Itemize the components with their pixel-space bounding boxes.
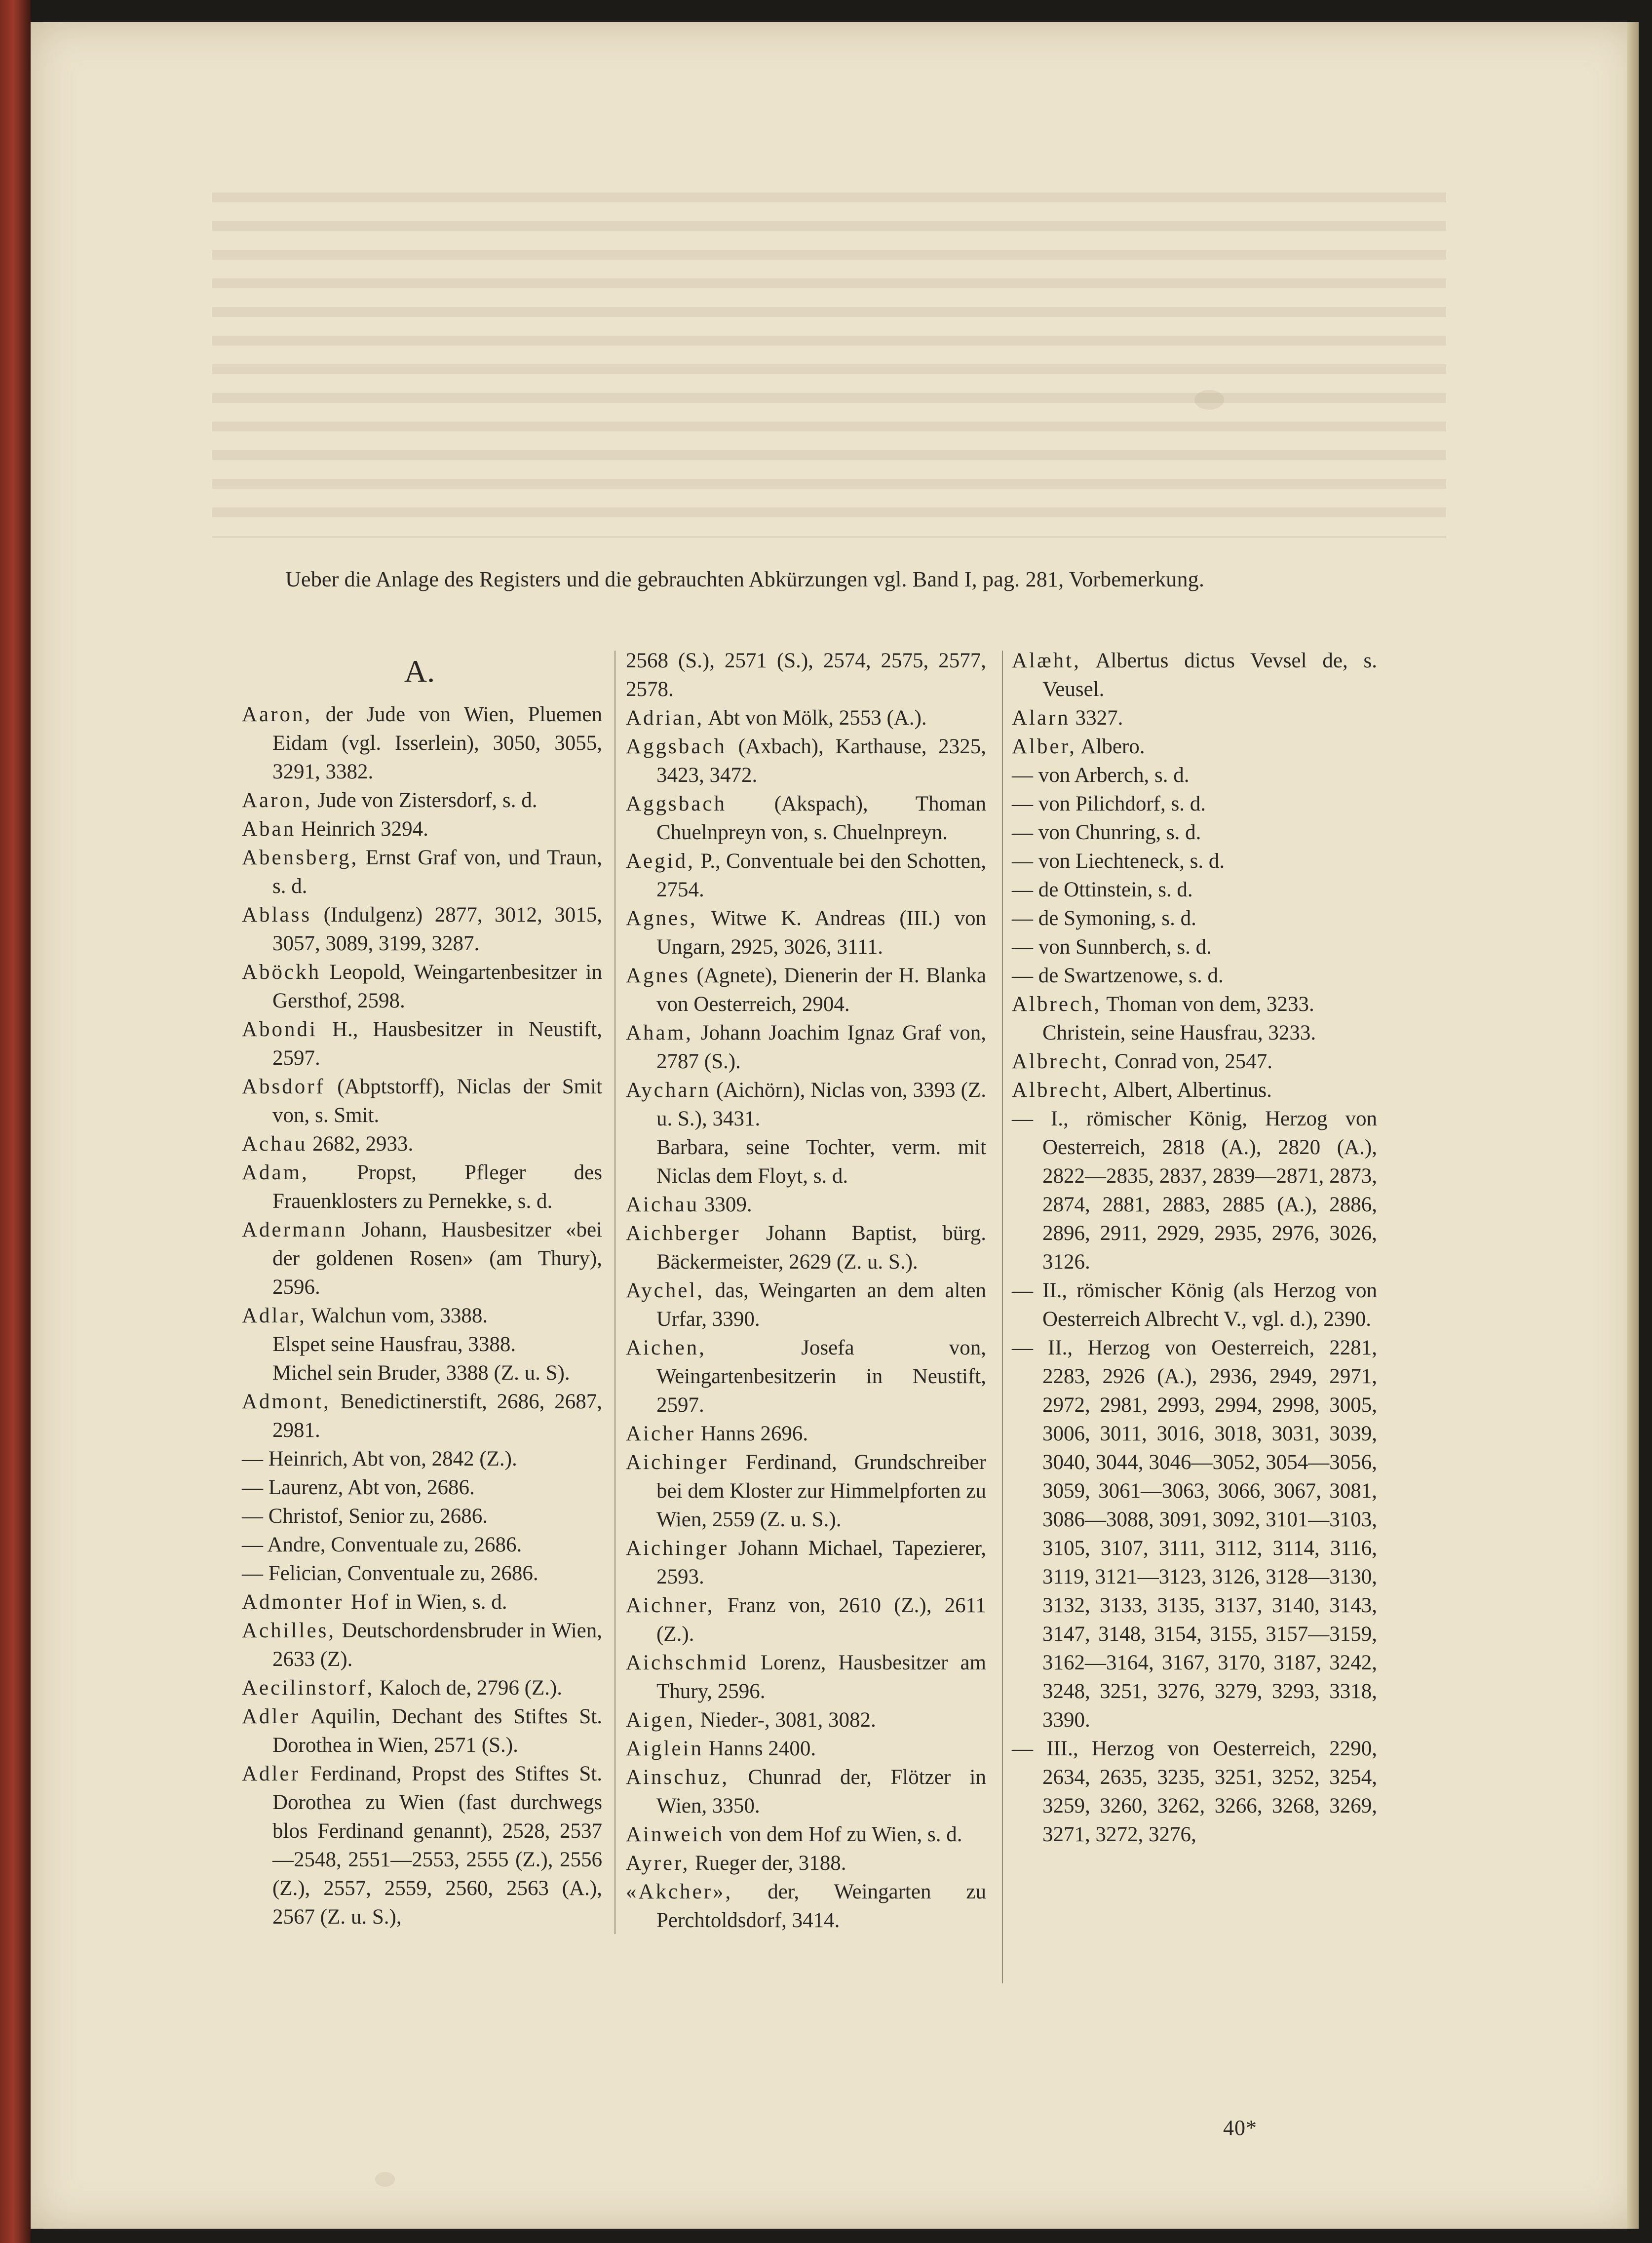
entry-text: Johann, Hausbesitzer «bei der goldenen Rosen» (am Thury), 2596. [272, 1218, 602, 1299]
entry-headword: Achilles, [242, 1619, 336, 1642]
index-entry: — Christof, Senior zu, 2686. [242, 1505, 488, 1528]
entry-headword: Aggsbach [626, 792, 727, 815]
entry-headword: Adam, [242, 1161, 309, 1184]
entry-headword: Adermann [242, 1218, 347, 1241]
index-entry: Elspet seine Hausfrau, 3388. [272, 1333, 516, 1356]
index-entry: — von Sunnberch, s. d. [1012, 935, 1212, 959]
entry-text: Johann Baptist, bürg. Bäckermeister, 2629 (Z. u. S.). [656, 1222, 986, 1274]
index-entry [242, 1159, 602, 1216]
entry-list [626, 647, 986, 1935]
entry-text: 3309. [699, 1193, 752, 1216]
entry-headword: Aecilinstorf, [242, 1676, 375, 1700]
index-entry [626, 790, 986, 847]
entry-text: der Jude von Wien, Pluemen Eidam (vgl. Isserlein), 3050, 3055, 3291, 3382. [272, 703, 602, 783]
index-entry [242, 815, 602, 844]
entry-text: Aquilin, Dechant des Stiftes St. Dorothea in Wien, 2571 (S.). [272, 1705, 602, 1757]
index-entry [626, 1649, 986, 1706]
entry-text: Heinrich 3294. [296, 817, 428, 841]
entry-text: Hanns 2400. [703, 1737, 816, 1760]
index-entry [626, 1448, 986, 1534]
index-entry: — de Symoning, s. d. [1012, 907, 1196, 930]
index-entry [626, 1019, 986, 1076]
entry-headword: Adler [242, 1705, 300, 1728]
entry-text: (Abptstorff), Niclas der Smit von, s. Smit. [272, 1075, 602, 1127]
index-entry [242, 844, 602, 901]
entry-text: Lorenz, Hausbesitzer am Thury, 2596. [656, 1651, 986, 1703]
entry-text: Ernst Graf von, und Traun, s. d. [272, 846, 602, 898]
entry-text: (Indulgenz) 2877, 3012, 3015, 3057, 3089, 3199, 3287. [272, 903, 602, 955]
entry-headword: Abensberg, [242, 846, 359, 869]
index-entry [626, 1849, 986, 1878]
entry-text: Albert, Albertinus. [1109, 1079, 1272, 1102]
entry-text: Ferdinand, Grundschreiber bei dem Kloster zur Himmelpforten zu Wien, 2559 (Z. u. S.). [656, 1451, 986, 1531]
entry-text: Hanns 2696. [695, 1422, 808, 1445]
index-entry: — von Chunring, s. d. [1012, 821, 1201, 844]
entry-headword: Aböckh [242, 961, 321, 984]
index-entry [626, 1763, 986, 1820]
entry-text: Leopold, Weingartenbesitzer in Gersthof, 2598. [272, 961, 602, 1012]
entry-headword: Aggsbach [626, 735, 727, 758]
index-entry [242, 901, 602, 958]
entry-headword: Adlar, [242, 1304, 307, 1327]
entry-headword: Albrecht, [1012, 1079, 1110, 1102]
entry-headword: Adrian, [626, 706, 704, 730]
entry-text: 3327. [1070, 706, 1123, 730]
entry-text: 2682, 2933. [307, 1132, 414, 1156]
entry-headword: Agnes, [626, 907, 697, 930]
index-entry [242, 700, 602, 786]
register-introduction: Ueber die Anlage des Registers und die gebrauchten Abkürzungen vgl. Band I, pag. 281, Vorbemerkung. [285, 567, 1205, 591]
index-entry [242, 1588, 602, 1617]
index-entry [626, 904, 986, 962]
index-entry [242, 786, 602, 815]
entry-headword: Aichinger [626, 1451, 729, 1474]
index-entry [626, 1076, 986, 1133]
entry-headword: Adler [242, 1762, 300, 1785]
index-entry [626, 1820, 986, 1849]
entry-headword: Aicher [626, 1422, 695, 1445]
page-number: 40* [1223, 2116, 1257, 2140]
entry-headword: Aichschmid [626, 1651, 748, 1674]
index-entry [242, 1073, 602, 1130]
index-entry [626, 1420, 986, 1448]
index-entry [242, 1617, 602, 1674]
index-entry [242, 958, 602, 1015]
entry-text: Jude von Zistersdorf, s. d. [312, 789, 538, 812]
entry-text: in Wien, s. d. [389, 1590, 507, 1614]
index-entry [242, 1760, 602, 1932]
entry-text: Deutschordensbruder in Wien, 2633 (Z). [272, 1619, 602, 1671]
page-edge-stack [1627, 22, 1639, 2229]
index-entry [626, 1334, 986, 1420]
index-entry [626, 1591, 986, 1649]
bleed-through-text [212, 193, 1446, 538]
index-entry [626, 1735, 986, 1763]
index-entry [242, 1388, 602, 1445]
index-entry: — Andre, Conventuale zu, 2686. [242, 1533, 522, 1556]
entry-headword: Agnes [626, 964, 690, 987]
index-entry [626, 847, 986, 904]
entry-text: Conrad von, 2547. [1109, 1050, 1273, 1073]
index-entry [626, 1276, 986, 1334]
entry-text: Kaloch de, 2796 (Z.). [374, 1676, 563, 1700]
entry-headword: Aichinger [626, 1537, 729, 1560]
entry-headword: Alæht, [1012, 649, 1081, 672]
entry-headword: Aegid, [626, 850, 695, 873]
index-entry [626, 1191, 986, 1219]
entry-text: (Akspach), Thoman Chuelnpreyn von, s. Chuelnpreyn. [656, 792, 986, 844]
entry-text: Albertus dictus Vevsel de, s. Veusel. [1042, 649, 1377, 701]
index-entry [242, 1216, 602, 1302]
entry-text: Witwe K. Andreas (III.) von Ungarn, 2925, 3026, 3111. [656, 907, 986, 959]
entry-text: (Axbach), Karthause, 2325, 3423, 3472. [656, 735, 986, 787]
index-column-3 [1012, 647, 1377, 1849]
index-entry: Michel sein Bruder, 3388 (Z. u. S). [272, 1361, 570, 1385]
entry-text: Nieder-, 3081, 3082. [694, 1708, 876, 1732]
index-entry: — I., römischer König, Herzog von Oesterreich, 2818 (A.), 2820 (A.), 2822—2835, 2837, 2839—2871, 2873, 2874, 2881, 2883, 2885 (A.), 2886, 2896, 2911, 2929, 2935, 2976, 3026, 3126. [1012, 1107, 1377, 1274]
entry-headword: Aham, [626, 1021, 693, 1044]
entry-headword: Aychel, [626, 1279, 704, 1302]
entry-text: (Aichörn), Niclas von, 3393 (Z. u. S.), 3431. [656, 1079, 986, 1130]
index-entry: 2568 (S.), 2571 (S.), 2574, 2575, 2577, 2578. [626, 649, 986, 701]
index-entry [626, 962, 986, 1019]
index-entry: — Felician, Conventuale zu, 2686. [242, 1562, 538, 1585]
index-entry [1012, 647, 1377, 704]
entry-headword: «Akcher», [626, 1880, 733, 1903]
index-entry: — von Arberch, s. d. [1012, 764, 1190, 787]
entry-text: Josefa von, Weingartenbesitzerin in Neustift, 2597. [656, 1336, 986, 1417]
index-entry: — de Swartzenowe, s. d. [1012, 964, 1224, 987]
index-entry [1012, 1047, 1377, 1076]
entry-text: P., Conventuale bei den Schotten, 2754. [656, 850, 986, 901]
entry-headword: Ayrer, [626, 1852, 690, 1875]
index-entry: Barbara, seine Tochter, verm. mit Niclas dem Floyt, s. d. [656, 1136, 986, 1188]
entry-list [242, 700, 602, 1932]
entry-text: Chunrad der, Flötzer in Wien, 3350. [656, 1766, 986, 1818]
index-entry: — de Ottinstein, s. d. [1012, 878, 1193, 901]
entry-headword: Aaron, [242, 789, 312, 812]
entry-list [1012, 647, 1377, 1849]
entry-headword: Aaron, [242, 703, 312, 726]
entry-headword: Absdorf [242, 1075, 325, 1098]
entry-headword: Abondi [242, 1018, 317, 1041]
entry-headword: Ainweich [626, 1823, 725, 1846]
index-entry [626, 1706, 986, 1735]
book-binding-edge [0, 0, 31, 2243]
entry-text: H., Hausbesitzer in Neustift, 2597. [272, 1018, 602, 1070]
index-entry [1012, 733, 1377, 761]
entry-headword: Albrech, [1012, 993, 1102, 1016]
entry-headword: Aichen, [626, 1336, 706, 1359]
index-entry [242, 1674, 602, 1702]
entry-headword: Aban [242, 817, 296, 841]
entry-headword: Ablass [242, 903, 312, 927]
entry-headword: Aigen, [626, 1708, 695, 1732]
index-entry: — Heinrich, Abt von, 2842 (Z.). [242, 1447, 517, 1470]
entry-headword: Admont, [242, 1390, 331, 1413]
entry-headword: Admonter Hof [242, 1590, 390, 1614]
entry-text: das, Weingarten an dem alten Urfar, 3390. [656, 1279, 986, 1331]
entry-text: Franz von, 2610 (Z.), 2611 (Z.). [656, 1594, 986, 1646]
index-entry [242, 1130, 602, 1159]
entry-headword: Ainschuz, [626, 1766, 730, 1789]
index-column-2 [626, 647, 986, 1935]
entry-text: Johann Joachim Ignaz Graf von, 2787 (S.). [656, 1021, 986, 1073]
index-entry [1012, 1076, 1377, 1105]
index-entry: — II., Herzog von Oesterreich, 2281, 2283, 2926 (A.), 2936, 2949, 2971, 2972, 2981, 2993, 2994, 2998, 3005, 3006, 3011, 3016, 3018, 3031, 3039, 3040, 3044, 3046—3052, 3054—3056, 3059, 3061—3063, 3066, 3067, 3081, 3086—3088, 3091, 3092, 3101—3103, 3105, 3107, 3111, 3112, 3114, 3116, 3119, 3121—3123, 3126, 3128—3130, 3132, 3133, 3135, 3137, 3140, 3143, 3147, 3148, 3154, 3155, 3157—3159, 3162—3164, 3167, 3170, 3187, 3242, 3248, 3251, 3276, 3279, 3293, 3318, 3390. [1012, 1336, 1377, 1732]
index-entry [1012, 704, 1377, 733]
entry-text: Rueger der, 3188. [690, 1852, 846, 1875]
entry-text: Albero. [1076, 735, 1145, 758]
entry-text: Abt von Mölk, 2553 (A.). [704, 706, 927, 730]
entry-headword: Aichberger [626, 1222, 741, 1245]
index-entry: — Laurenz, Abt von, 2686. [242, 1476, 475, 1499]
entry-text: Walchun vom, 3388. [306, 1304, 488, 1327]
index-entry: — von Pilichdorf, s. d. [1012, 792, 1206, 815]
index-entry [626, 733, 986, 790]
entry-text: Thoman von dem, 3233. [1101, 993, 1314, 1016]
entry-text: Propst, Pfleger des Frauenklosters zu Pernekke, s. d. [272, 1161, 602, 1213]
index-entry: — III., Herzog von Oesterreich, 2290, 2634, 2635, 3235, 3251, 3252, 3254, 3259, 3260, 3262, 3266, 3268, 3269, 3271, 3272, 3276, [1012, 1737, 1377, 1846]
entry-text: Ferdinand, Propst des Stiftes St. Dorothea zu Wien (fast durchwegs blos Ferdinand genannt), 2528, 2537—2548, 2551—2553, 2555 (Z.), 2556 (Z.), 2557, 2559, 2560, 2563 (A.), 2567 (Z. u. S.), [272, 1762, 602, 1929]
section-letter: A. [404, 654, 435, 689]
entry-headword: Aichner, [626, 1594, 715, 1617]
entry-headword: Aycharn [626, 1079, 711, 1102]
entry-headword: Aiglein [626, 1737, 703, 1760]
index-column-1 [242, 649, 602, 1932]
index-entry [242, 1015, 602, 1073]
column-divider [1002, 651, 1003, 1983]
paper-stain [375, 2172, 395, 2187]
entry-headword: Albrecht, [1012, 1050, 1110, 1073]
index-entry: — von Liechteneck, s. d. [1012, 850, 1225, 873]
index-entry [626, 704, 986, 733]
index-entry: — II., römischer König (als Herzog von Oesterreich Albrecht V., vgl. d.), 2390. [1012, 1279, 1377, 1331]
index-entry [1012, 990, 1377, 1019]
entry-headword: Alarn [1012, 706, 1070, 730]
index-entry [242, 1702, 602, 1760]
entry-headword: Aichau [626, 1193, 699, 1216]
entry-text: (Agnete), Dienerin der H. Blanka von Oesterreich, 2904. [656, 964, 986, 1016]
entry-text: von dem Hof zu Wien, s. d. [724, 1823, 962, 1846]
entry-text: der, Weingarten zu Perchtoldsdorf, 3414. [656, 1880, 986, 1932]
paper-stain [1194, 390, 1224, 410]
index-entry [626, 1534, 986, 1591]
index-entry [626, 1219, 986, 1276]
entry-headword: Alber, [1012, 735, 1076, 758]
entry-headword: Achau [242, 1132, 307, 1156]
index-entry [626, 1878, 986, 1935]
index-entry: Christein, seine Hausfrau, 3233. [1042, 1021, 1316, 1044]
entry-text: Johann Michael, Tapezierer, 2593. [656, 1537, 986, 1588]
entry-text: Benedictinerstift, 2686, 2687, 2981. [272, 1390, 602, 1442]
index-entry [242, 1302, 602, 1330]
